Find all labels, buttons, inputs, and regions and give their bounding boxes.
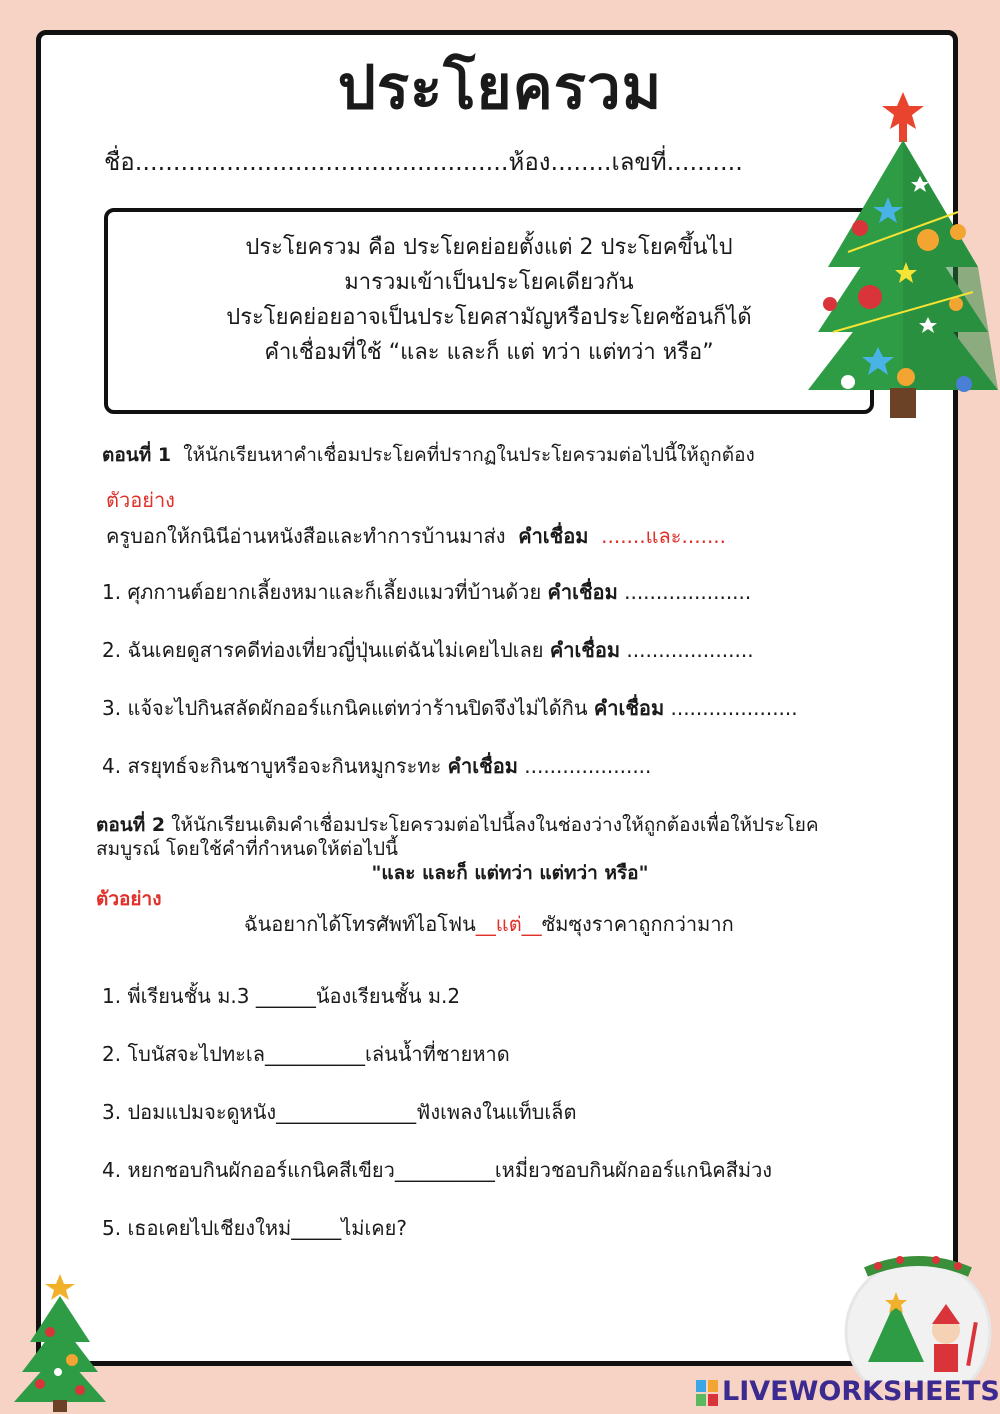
- part2-instruction-text: ให้นักเรียนเติมคำเชื่อมประโยครวมต่อไปนี้ลงในช่องว่างให้ถูกต้องเพื่อให้ประโยค: [171, 814, 819, 836]
- question-text: 2. โบนัสจะไปทะเล: [102, 1042, 265, 1066]
- answer-blank[interactable]: ______________: [276, 1100, 417, 1124]
- part1-instruction-text: ให้นักเรียนหาคำเชื่อมประโยคที่ปรากฏในประโยครวมต่อไปนี้ให้ถูกต้อง: [183, 444, 755, 466]
- example-sentence: ครูบอกให้กนินีอ่านหนังสือและทำการบ้านมาส่ง: [106, 524, 506, 548]
- example-answer: __แต่__: [475, 912, 542, 936]
- question-text: ฟังเพลงในแท็บเล็ต: [416, 1100, 577, 1124]
- answer-blank[interactable]: _____: [291, 1216, 342, 1240]
- answer-blank[interactable]: ....................: [626, 638, 754, 662]
- question-text: 1. พี่เรียนชั้น ม.3: [102, 984, 256, 1008]
- liveworksheets-logo-icon: [696, 1380, 718, 1406]
- part2-question-5: [102, 1212, 407, 1244]
- small-christmas-tree-icon: [10, 1272, 120, 1412]
- part2-example-label: ตัวอย่าง: [96, 888, 162, 910]
- part2-question-4: [102, 1154, 772, 1186]
- part1-question-3: [102, 692, 798, 724]
- keyword-label: คำเชื่อม: [518, 524, 589, 548]
- definition-line: ประโยคย่อยอาจเป็นประโยคสามัญหรือประโยคซ้อนก็ได้: [226, 305, 752, 330]
- definition-box: [104, 208, 874, 414]
- question-text: เล่นน้ำที่ชายหาด: [365, 1042, 510, 1066]
- question-text: 1. ศุภกานต์อยากเลี้ยงหมาและก็เลี้ยงแมวที่บ้านด้วย: [102, 580, 542, 604]
- keyword-label: คำเชื่อม: [547, 580, 618, 604]
- keyword-label: คำเชื่อม: [549, 638, 621, 662]
- definition-line: มารวมเข้าเป็นประโยคเดียวกัน: [344, 270, 634, 295]
- part2-example: [244, 908, 734, 940]
- answer-blank[interactable]: ....................: [624, 580, 752, 604]
- part2-instruction-line2: สมบูรณ์ โดยใช้คำที่กำหนดให้ต่อไปนี้: [96, 838, 398, 860]
- page-title: ประโยครวม: [337, 53, 663, 123]
- part1-example: [106, 520, 726, 552]
- part1-label: ตอนที่ 1: [102, 444, 172, 466]
- part1-question-2: [102, 634, 754, 666]
- brand-name: LIVEWORKSHEETS: [722, 1376, 1000, 1407]
- question-text: 5. เธอเคยไปเชียงใหม่: [102, 1216, 292, 1240]
- definition-line: ประโยครวม คือ ประโยคย่อยตั้งแต่ 2 ประโยคขึ้นไป: [245, 235, 733, 260]
- example-before: ฉันอยากได้โทรศัพท์ไอโฟน: [244, 912, 476, 936]
- part2-label: ตอนที่ 2: [96, 814, 166, 836]
- question-text: 4. หยกชอบกินผักออร์แกนิคสีเขียว: [102, 1158, 395, 1182]
- question-text: น้องเรียนชั้น ม.2: [315, 984, 461, 1008]
- answer-blank[interactable]: ....................: [670, 696, 798, 720]
- example-after: ซัมซุงราคาถูกกว่ามาก: [541, 912, 734, 936]
- keyword-label: คำเชื่อม: [447, 754, 518, 778]
- question-text: เหมี่ยวชอบกินผักออร์แกนิคสีม่วง: [494, 1158, 773, 1182]
- part2-question-1: [102, 980, 460, 1012]
- question-text: 3. ปอมแปมจะดูหนัง: [102, 1100, 277, 1124]
- part1-example-label: ตัวอย่าง: [106, 488, 175, 512]
- answer-blank[interactable]: ....................: [524, 754, 652, 778]
- definition-line: คำเชื่อมที่ใช้ “และ และก็ แต่ ทว่า แต่ทว่า หรือ”: [264, 340, 714, 365]
- part2-question-3: [102, 1096, 576, 1128]
- question-text: 3. แจ้จะไปกินสลัดผักออร์แกนิคแต่ทว่าร้านปิดจึงไม่ได้กิน: [102, 696, 588, 720]
- student-info-line[interactable]: ชื่อ.................................................ห้อง........เลขที่..........: [104, 148, 743, 176]
- part1-question-1: [102, 576, 751, 608]
- question-text: ไม่เคย?: [341, 1216, 408, 1240]
- example-answer: .......และ.......: [601, 524, 727, 548]
- keyword-label: คำเชื่อม: [593, 696, 665, 720]
- part1-instruction: [102, 440, 755, 470]
- christmas-tree-icon: [808, 92, 998, 422]
- answer-blank[interactable]: ______: [255, 984, 316, 1008]
- question-text: 2. ฉันเคยดูสารคดีท่องเที่ยวญี่ปุ่นแต่ฉันไม่เคยไปเลย: [102, 638, 544, 662]
- answer-blank[interactable]: __________: [394, 1158, 495, 1182]
- part1-question-4: [102, 750, 651, 782]
- question-text: 4. สรยุทธ์จะกินชาบูหรือจะกินหมูกระทะ: [102, 754, 442, 778]
- snow-globe-icon: [838, 1252, 998, 1382]
- answer-blank[interactable]: __________: [265, 1042, 365, 1066]
- part2-question-2: [102, 1038, 510, 1070]
- part2-word-list: "และ และก็ แต่ทว่า แต่ทว่า หรือ": [371, 862, 649, 884]
